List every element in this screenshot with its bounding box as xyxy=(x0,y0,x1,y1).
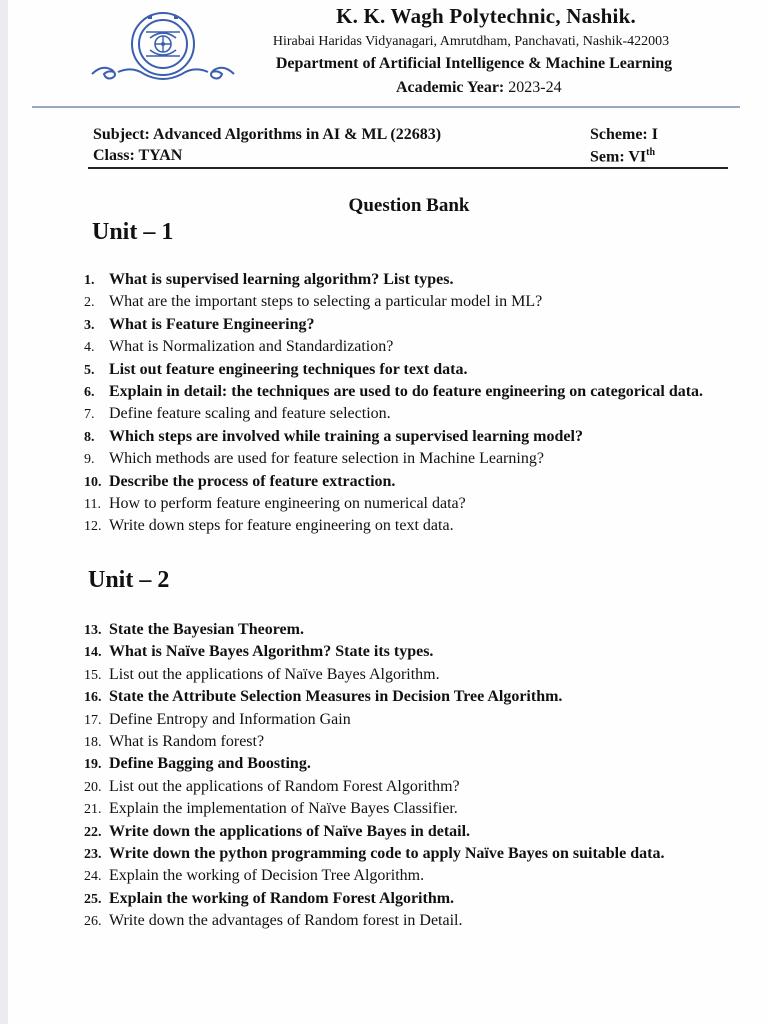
academic-year xyxy=(396,79,562,97)
question-item xyxy=(84,865,744,887)
scheme-line: Scheme: I xyxy=(590,126,658,143)
sem-line xyxy=(590,147,655,166)
page-margin xyxy=(0,0,8,1024)
question-number: 21. xyxy=(84,802,102,818)
question-text: Write down the applications of Naïve Bayes in detail. xyxy=(109,822,471,840)
question-item xyxy=(84,843,744,865)
question-text: Explain the working of Decision Tree Algorithm. xyxy=(109,867,425,885)
question-number: 26. xyxy=(84,914,102,930)
question-item xyxy=(84,381,744,403)
question-number: 6. xyxy=(84,385,95,401)
question-number: 17. xyxy=(84,712,102,728)
question-text: Write down steps for feature engineering on text data. xyxy=(109,517,454,535)
question-item xyxy=(84,731,744,753)
question-text: Which methods are used for feature selection in Machine Learning? xyxy=(109,450,544,468)
academic-year-label: Academic Year: xyxy=(396,79,505,96)
question-number: 7. xyxy=(84,407,95,423)
question-number: 25. xyxy=(84,891,102,907)
question-number: 15. xyxy=(84,667,102,683)
question-text: List out feature engineering techniques for text data. xyxy=(109,360,468,378)
question-text: List out the applications of Naïve Bayes Algorithm. xyxy=(109,665,440,683)
question-text: Explain the working of Random Forest Algorithm. xyxy=(109,889,455,907)
class-line: Class: TYAN xyxy=(93,147,183,164)
question-text: Explain the implementation of Naïve Bayes Classifier. xyxy=(109,800,458,818)
question-item xyxy=(84,291,744,313)
question-number: 23. xyxy=(84,847,102,863)
question-item xyxy=(84,448,744,470)
question-number: 1. xyxy=(84,273,95,288)
question-text: List out the applications of Random Forest Algorithm? xyxy=(109,777,460,795)
question-item xyxy=(84,910,744,932)
question-number: 3. xyxy=(84,317,95,333)
question-text: What is Random forest? xyxy=(109,733,265,751)
question-text: Define feature scaling and feature selection. xyxy=(109,405,391,423)
question-number: 20. xyxy=(84,779,102,795)
question-text: Explain in detail: the techniques are used to do feature engineering on categorical data. xyxy=(109,383,704,401)
academic-year-value: 2023-24 xyxy=(508,79,562,96)
question-item xyxy=(84,798,744,820)
unit-2-question-list xyxy=(84,619,744,933)
question-number: 11. xyxy=(84,497,101,513)
question-number: 24. xyxy=(84,869,102,885)
question-item xyxy=(84,641,744,663)
question-number: 16. xyxy=(84,690,102,706)
question-item xyxy=(84,336,744,358)
question-number: 12. xyxy=(84,519,102,535)
question-text: What is Feature Engineering? xyxy=(109,315,315,333)
question-number: 18. xyxy=(84,735,102,751)
question-text: How to perform feature engineering on numerical data? xyxy=(109,495,466,513)
question-text: What are the important steps to selecting a particular model in ML? xyxy=(109,293,543,311)
question-item xyxy=(84,493,744,515)
question-item xyxy=(84,269,744,291)
question-item xyxy=(84,686,744,708)
college-address: Hirabai Haridas Vidyanagari, Amrutdham, Panchavati, Nashik-422003 xyxy=(272,34,670,49)
question-item xyxy=(84,359,744,381)
question-item xyxy=(84,753,744,775)
college-name: K. K. Wagh Polytechnic, Nashik. xyxy=(336,4,636,28)
question-item xyxy=(84,515,744,537)
question-text: What is Naïve Bayes Algorithm? State its types. xyxy=(109,643,434,661)
question-item xyxy=(84,821,744,843)
question-number: 13. xyxy=(84,623,102,638)
question-text: What is supervised learning algorithm? List types. xyxy=(109,271,454,288)
subject-line: Subject: Advanced Algorithms in AI & ML (22683) xyxy=(93,126,442,143)
question-text: What is Normalization and Standardization? xyxy=(109,338,394,356)
question-text: State the Attribute Selection Measures in Decision Tree Algorithm. xyxy=(109,688,563,706)
question-item xyxy=(84,888,744,910)
question-item xyxy=(84,709,744,731)
question-item xyxy=(84,776,744,798)
question-text: Define Bagging and Boosting. xyxy=(109,755,311,773)
subject-divider xyxy=(88,167,728,169)
question-text: State the Bayesian Theorem. xyxy=(109,621,304,638)
question-number: 4. xyxy=(84,340,95,356)
page-title: Question Bank xyxy=(348,195,470,216)
question-text: Define Entropy and Information Gain xyxy=(109,710,351,728)
question-text: Describe the process of feature extraction. xyxy=(109,472,396,490)
header-divider xyxy=(32,106,740,108)
question-text: Which steps are involved while training a supervised learning model? xyxy=(109,427,583,445)
question-number: 22. xyxy=(84,824,102,840)
question-number: 2. xyxy=(84,295,95,311)
question-number: 8. xyxy=(84,429,95,445)
question-text: Write down the python programming code to apply Naïve Bayes on suitable data. xyxy=(109,845,665,863)
college-logo-icon xyxy=(88,8,238,88)
question-item xyxy=(84,471,744,493)
question-number: 14. xyxy=(84,645,102,661)
unit-1-heading: Unit – 1 xyxy=(92,219,174,245)
question-number: 19. xyxy=(84,757,102,773)
sem-suffix: th xyxy=(646,147,656,158)
question-item xyxy=(84,403,744,425)
question-item xyxy=(84,426,744,448)
department-name: Department of Artificial Intelligence & Machine Learning xyxy=(275,55,673,72)
question-item xyxy=(84,314,744,336)
sem-label: Sem: VI xyxy=(590,148,647,166)
question-number: 9. xyxy=(84,452,95,468)
unit-2-heading: Unit – 2 xyxy=(88,567,170,593)
question-number: 10. xyxy=(84,474,102,490)
question-text: Write down the advantages of Random forest in Detail. xyxy=(109,912,463,930)
question-item xyxy=(84,619,744,641)
unit-1-question-list xyxy=(84,269,744,538)
question-number: 5. xyxy=(84,362,95,378)
question-item xyxy=(84,664,744,686)
